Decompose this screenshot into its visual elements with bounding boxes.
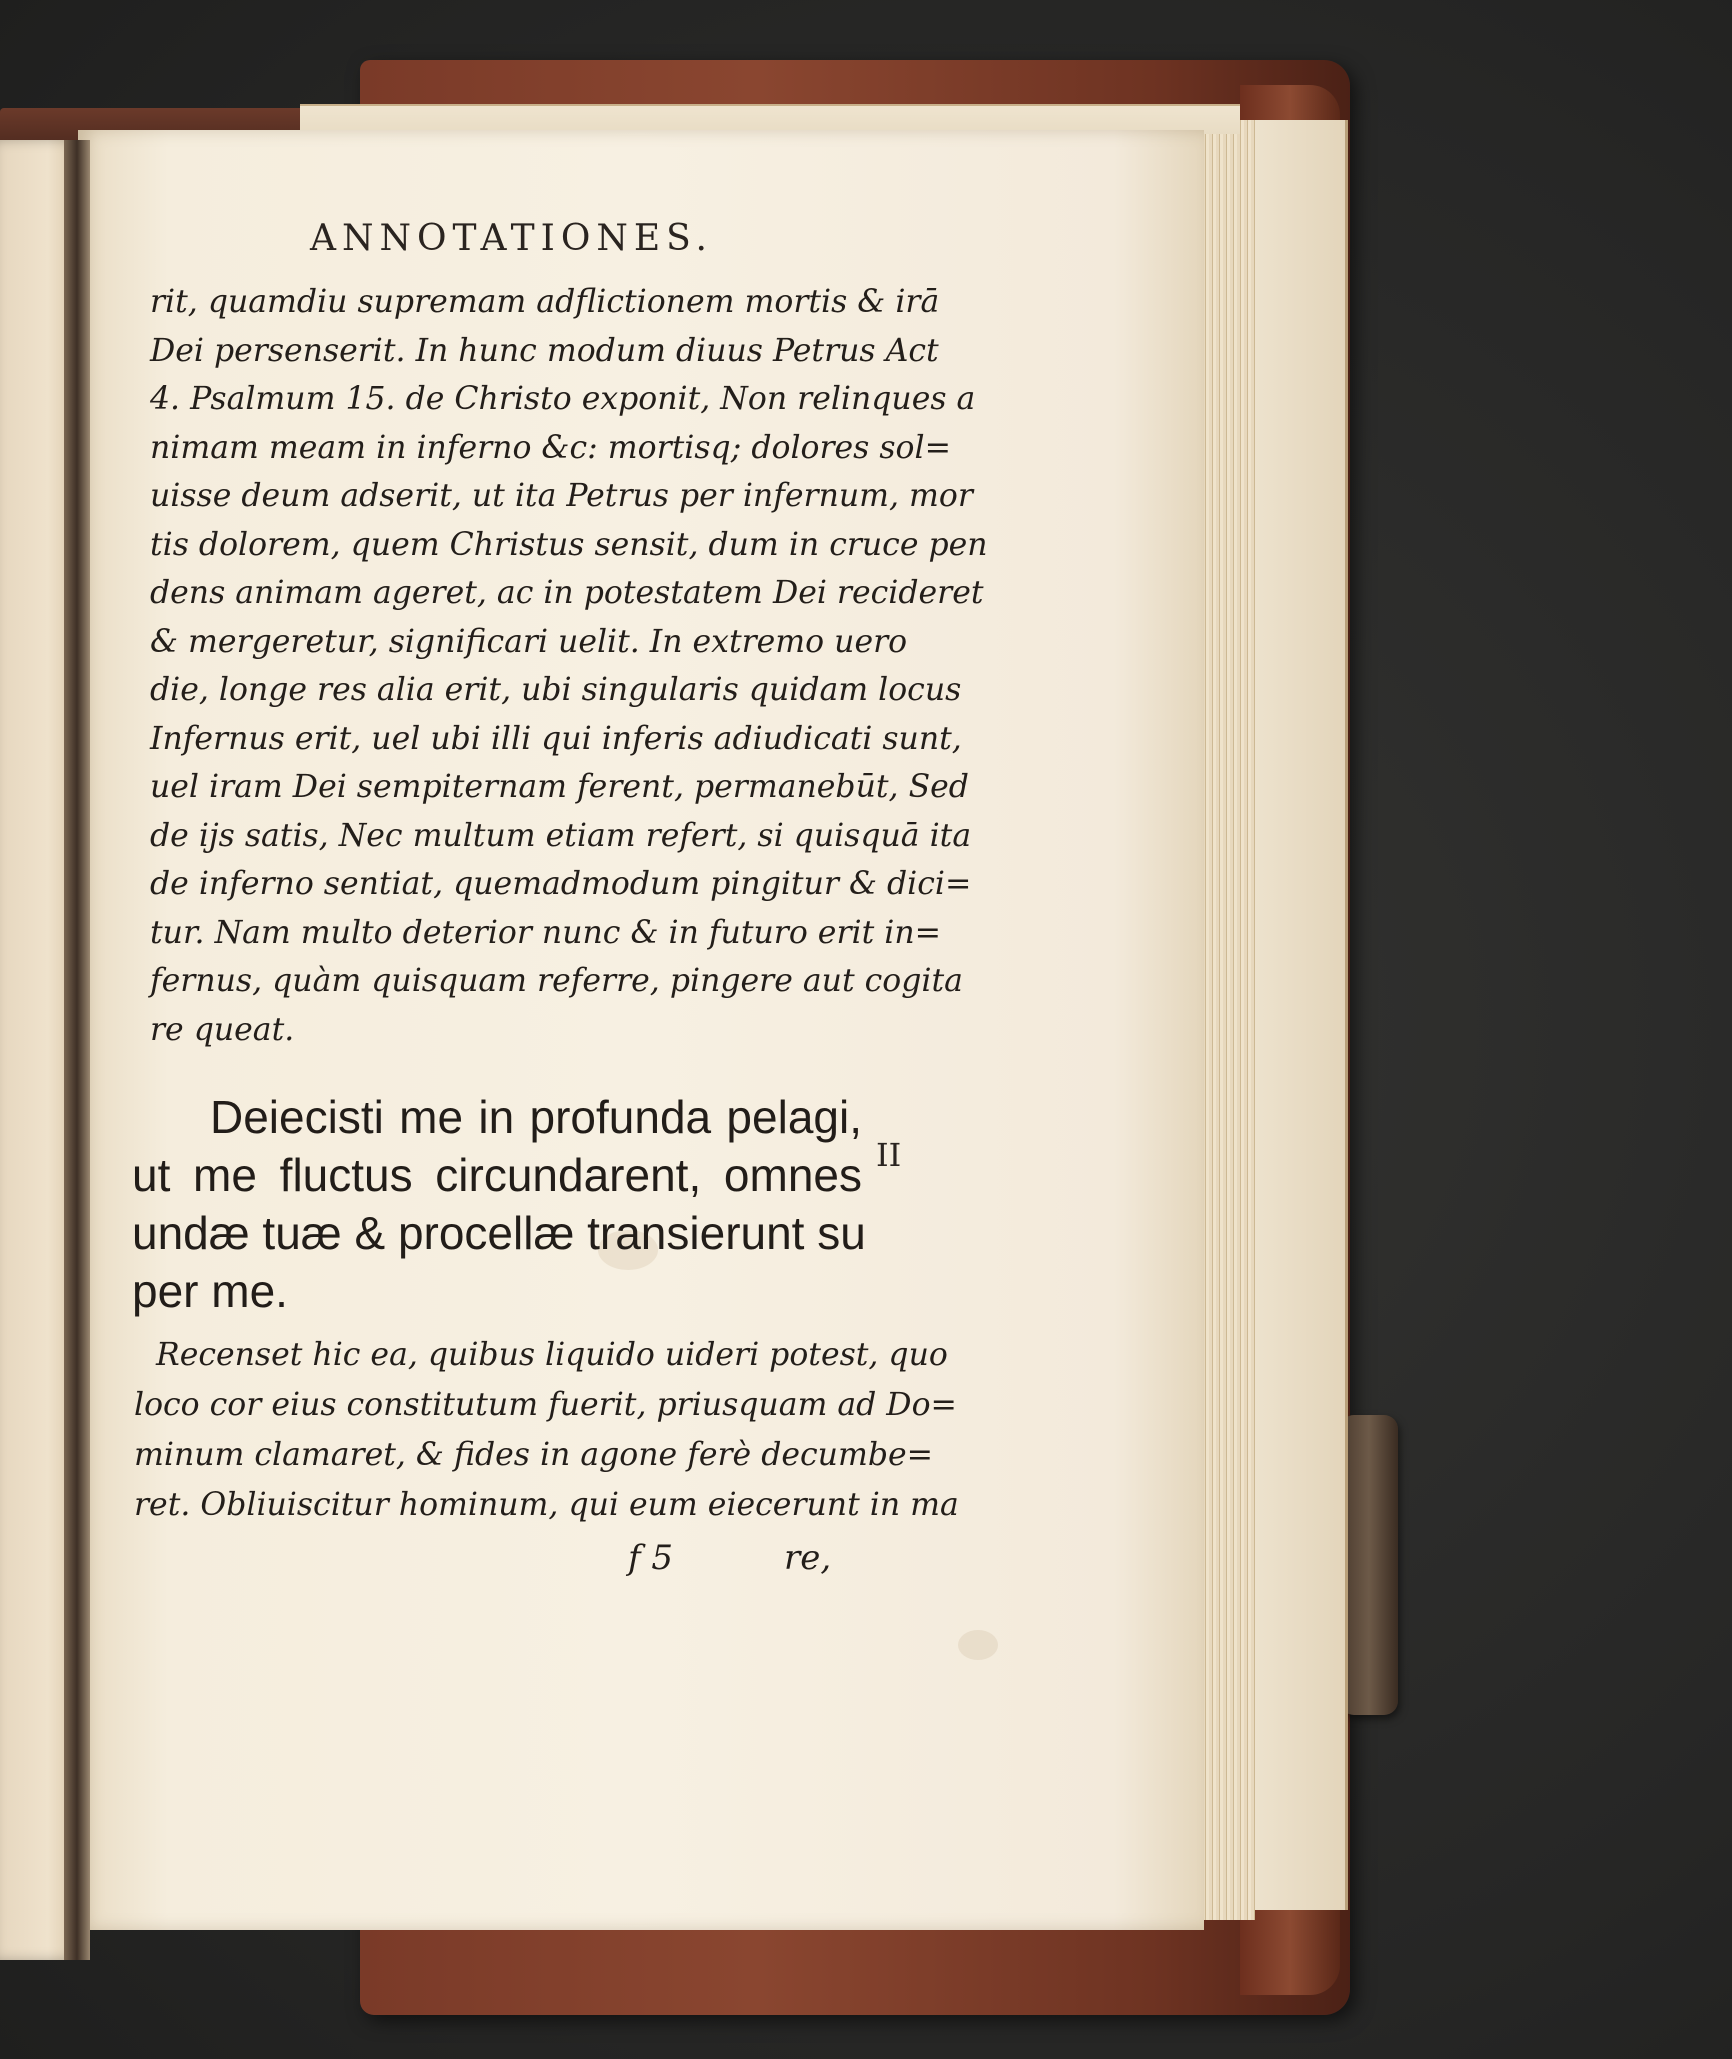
text-line: Dei persenserit. In hunc modum diuus Petrus Act bbox=[150, 332, 939, 369]
text-line: ret. Obliuiscitur hominum, qui eum eiecerunt in ma bbox=[134, 1487, 959, 1523]
verse-line: per me. bbox=[132, 1265, 288, 1317]
text-line: dens animam ageret, ac in potestatem Dei recideret bbox=[150, 575, 984, 611]
clasp-strap bbox=[1340, 1415, 1398, 1715]
page-block-back bbox=[1255, 120, 1348, 1910]
text-line: & mergeretur, significari uelit. In extremo uero bbox=[150, 623, 908, 660]
text-line: 4. Psalmum 15. de Christo exponit, Non relinques a bbox=[150, 381, 976, 417]
text-line: uisse deum adserit, ut ita Petrus per infernum, mor bbox=[150, 478, 973, 514]
book-gutter bbox=[64, 140, 90, 1960]
verse-number: II bbox=[876, 1136, 902, 1174]
verse-line: ut me fluctus circundarent, omnes bbox=[132, 1149, 862, 1201]
running-head: ANNOTATIONES. bbox=[310, 218, 713, 259]
scripture-verse bbox=[132, 1088, 866, 1320]
text-line: tis dolorem, quem Christus sensit, dum in cruce pen bbox=[150, 526, 988, 563]
text-line: nimam meam in inferno &c: mortisq; dolores sol= bbox=[150, 429, 951, 466]
foxing-spot bbox=[958, 1630, 998, 1660]
text-line: tur. Nam multo deterior nunc & in futuro erit in= bbox=[150, 914, 942, 951]
catchword: re, bbox=[784, 1538, 832, 1578]
signature-mark: f 5 bbox=[628, 1538, 674, 1578]
text-line: de inferno sentiat, quemadmodum pingitur & dici= bbox=[150, 866, 972, 902]
text-line: die, longe res alia erit, ubi singularis quidam locus bbox=[150, 672, 962, 708]
text-line: fernus, quàm quisquam referre, pingere aut cogita bbox=[150, 963, 963, 999]
verse-line: undæ tuæ & procellæ transierunt su bbox=[132, 1207, 866, 1259]
verse-line: Deiecisti me in profunda pelagi, bbox=[210, 1091, 862, 1143]
text-line: rit, quamdiu supremam adflictionem mortis & irā bbox=[150, 284, 940, 320]
text-line: uel iram Dei sempiternam ferent, permanebūt, Sed bbox=[150, 769, 969, 805]
text-line: Recenset hic ea, quibus liquido uideri potest, quo bbox=[156, 1337, 948, 1373]
text-line: loco cor eius constitutum fuerit, priusquam ad Do= bbox=[134, 1387, 957, 1423]
commentary-block-2 bbox=[134, 1330, 959, 1530]
text-line: minum clamaret, & fides in agone ferè decumbe= bbox=[134, 1437, 934, 1473]
text-line: de ijs satis, Nec multum etiam refert, si quisquā ita bbox=[150, 817, 972, 854]
commentary-block-1 bbox=[150, 278, 988, 1054]
page-edges bbox=[1195, 120, 1255, 1920]
text-line: Infernus erit, uel ubi illi qui inferis adiudicati sunt, bbox=[150, 720, 962, 757]
text-line: re queat. bbox=[150, 1011, 295, 1048]
